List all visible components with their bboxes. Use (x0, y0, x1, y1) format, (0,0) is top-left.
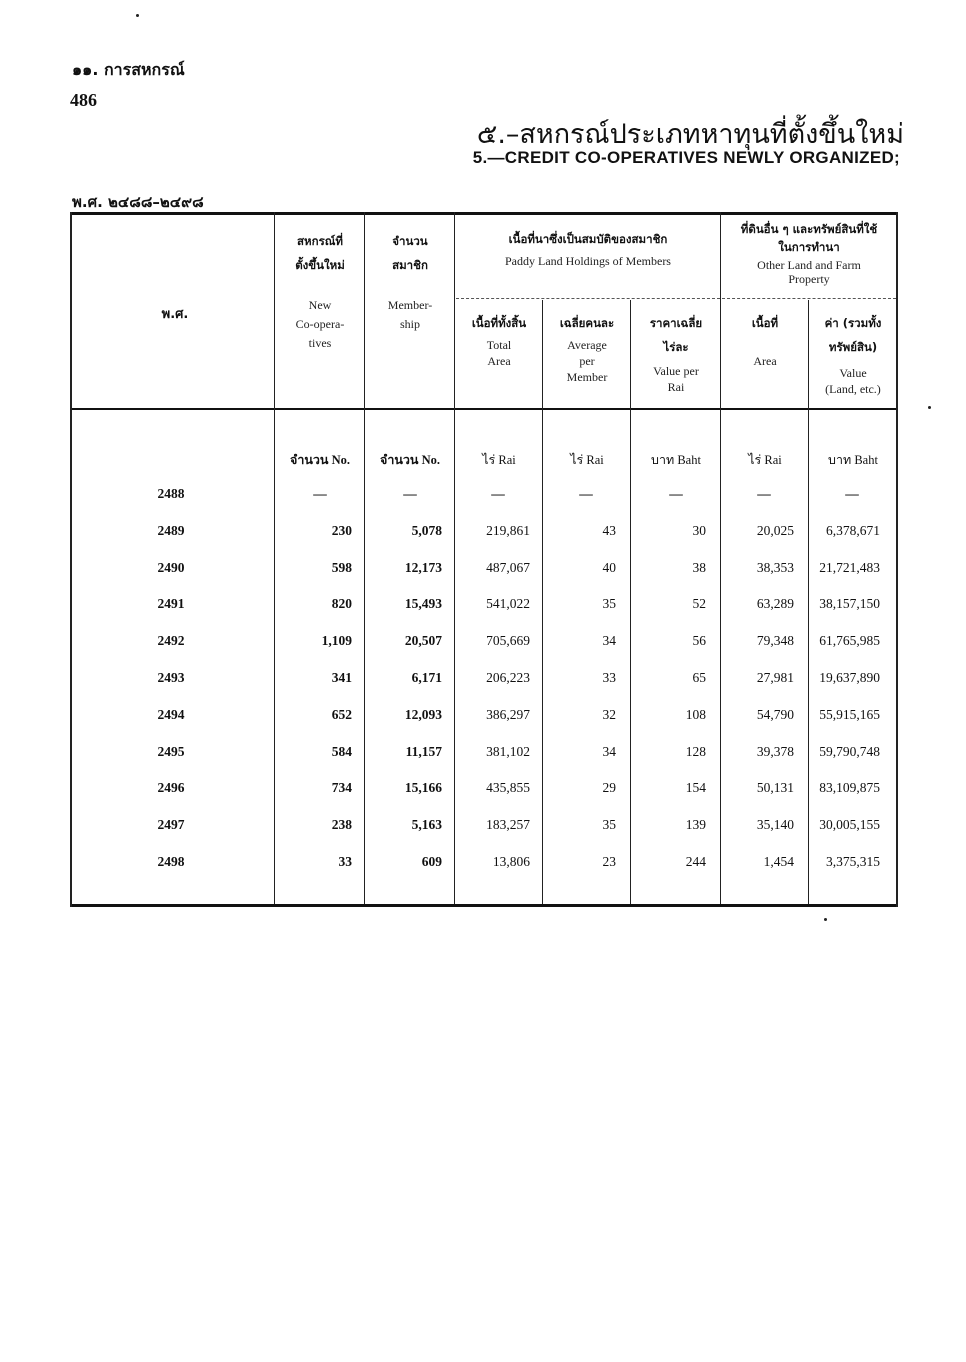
other-area-cell: 38,353 (756, 559, 794, 575)
membership-cell: 12,093 (404, 706, 442, 722)
average-cell: 35 (602, 817, 616, 833)
new-coops-cell: 584 (331, 743, 352, 759)
year-cell: 2489 (157, 522, 185, 538)
other-area-cell: 54,790 (756, 706, 794, 722)
other-area-cell: — (757, 486, 771, 501)
value-per-rai-cell: 65 (692, 670, 706, 685)
table-row (70, 596, 898, 620)
average-cell: 35 (602, 596, 616, 612)
other-value-cell: 21,721,483 (819, 559, 880, 575)
new-coops-cell: 820 (331, 596, 352, 612)
speck-mark (928, 406, 931, 409)
total-area-cell: 13,806 (492, 854, 530, 869)
total-area-cell: 705,669 (486, 633, 530, 649)
other-value-cell: — (845, 486, 859, 501)
table-row (70, 707, 898, 731)
new-coops-cell: — (313, 486, 327, 501)
other-value-cell: 19,637,890 (819, 670, 880, 685)
table-row (70, 817, 898, 841)
value-per-rai-cell: 30 (692, 522, 706, 538)
other-group-divider (722, 298, 896, 299)
year-range: พ.ศ. ๒๔๘๘–๒๔๙๘ (72, 193, 204, 211)
other-value-header: ค่า (รวมทั้ง ทรัพย์สิน) Value (Land, etc.) (824, 316, 882, 396)
value-per-rai-cell: 108 (685, 706, 706, 722)
year-cell: 2495 (157, 743, 185, 759)
table-row (70, 523, 898, 547)
year-cell: 2492 (157, 633, 185, 649)
membership-header: จำนวน สมาชิก Member- ship (387, 234, 433, 331)
total-area-cell: 541,022 (486, 596, 530, 612)
value-per-rai-header: ราคาเฉลี่ย ไร่ละ Value per Rai (649, 316, 703, 394)
membership-cell: 20,507 (404, 633, 442, 649)
average-per-member-header: เฉลี่ยคนละ Average per Member (559, 316, 615, 384)
other-value-cell: 83,109,875 (819, 780, 880, 796)
speck-mark (136, 14, 139, 17)
year-cell: 2490 (157, 559, 185, 575)
total-area-cell: 386,297 (486, 706, 530, 722)
membership-cell: 609 (421, 854, 442, 869)
other-value-cell: 38,157,150 (819, 596, 880, 612)
table-row (70, 854, 898, 878)
unit-label: จำนวน No. (290, 453, 350, 467)
section-label: ๑๑. การสหกรณ์ (72, 60, 185, 79)
other-value-cell: 3,375,315 (826, 854, 880, 869)
average-cell: 34 (602, 633, 616, 649)
total-area-cell: 219,861 (486, 522, 530, 538)
total-area-cell: 435,855 (486, 780, 530, 796)
new-coops-cell: 341 (331, 670, 352, 685)
average-cell: 43 (602, 522, 616, 538)
average-cell: 23 (602, 854, 616, 869)
other-area-cell: 1,454 (763, 854, 794, 869)
new-coops-cell: 1,109 (321, 633, 352, 649)
average-cell: 34 (602, 743, 616, 759)
page-title-english: 5.—CREDIT CO-OPERATIVES NEWLY ORGANIZED; (472, 148, 900, 167)
new-coops-cell: 33 (338, 854, 352, 869)
other-value-cell: 6,378,671 (826, 522, 880, 538)
year-cell: 2494 (157, 706, 185, 722)
other-area-cell: 20,025 (756, 522, 794, 538)
membership-cell: — (403, 486, 417, 501)
membership-cell: 15,166 (404, 780, 442, 796)
other-area-cell: 50,131 (756, 780, 794, 796)
table-row (70, 744, 898, 768)
value-per-rai-cell: 56 (692, 633, 706, 649)
other-area-cell: 39,378 (756, 743, 794, 759)
new-coops-cell: 652 (331, 706, 352, 722)
statistics-table (70, 212, 898, 908)
total-area-cell: 381,102 (486, 743, 530, 759)
table-row (70, 780, 898, 804)
membership-cell: 15,493 (404, 596, 442, 612)
new-coops-cell: 238 (331, 817, 352, 833)
other-value-cell: 55,915,165 (819, 706, 880, 722)
total-area-header: เนื้อที่ทั้งสิ้น Total Area (471, 316, 527, 368)
other-land-group-header: ที่ดินอื่น ๆ และทรัพย์สินที่ใช้ ในการทำนา Other Land and Farm Property (740, 222, 878, 286)
new-coops-cell: 230 (331, 522, 352, 538)
year-cell: 2498 (157, 854, 185, 869)
unit-label: บาท Baht (828, 453, 878, 467)
other-area-header: เนื้อที่ Area (751, 316, 779, 368)
total-area-cell: 206,223 (486, 670, 530, 685)
other-value-cell: 30,005,155 (819, 817, 880, 833)
value-per-rai-cell: 244 (685, 854, 706, 869)
value-per-rai-cell: 128 (685, 743, 706, 759)
value-per-rai-cell: 139 (685, 817, 706, 833)
membership-cell: 5,078 (411, 522, 442, 538)
table-row (70, 560, 898, 584)
other-area-cell: 63,289 (756, 596, 794, 612)
year-cell: 2496 (157, 780, 185, 796)
total-area-cell: — (491, 486, 505, 501)
page-number: 486 (70, 90, 97, 110)
speck-mark (824, 918, 827, 921)
table-row (70, 633, 898, 657)
value-per-rai-cell: — (669, 486, 683, 501)
total-area-cell: 183,257 (486, 817, 530, 833)
table-top-rule (70, 212, 898, 215)
unit-label: ไร่ Rai (570, 453, 604, 467)
average-cell: 33 (602, 670, 616, 685)
year-column-header: พ.ศ. (161, 307, 189, 322)
table-row (70, 486, 898, 510)
year-cell: 2488 (157, 486, 185, 501)
table-bottom-rule (70, 904, 898, 907)
new-coops-header: สหกรณ์ที่ ตั้งขึ้นใหม่ New Co-opera- tives (295, 234, 345, 350)
other-value-cell: 61,765,985 (819, 633, 880, 649)
table-row (70, 670, 898, 694)
unit-label: ไร่ Rai (482, 453, 516, 467)
year-cell: 2493 (157, 670, 185, 685)
average-cell: 40 (602, 559, 616, 575)
value-per-rai-cell: 154 (685, 780, 706, 796)
value-per-rai-cell: 52 (692, 596, 706, 612)
other-area-cell: 35,140 (756, 817, 794, 833)
membership-cell: 6,171 (411, 670, 442, 685)
paddy-land-group-header: เนื้อที่นาซึ่งเป็นสมบัติของสมาชิก Paddy Land Holdings of Members (505, 232, 671, 268)
membership-cell: 11,157 (405, 743, 442, 759)
other-value-cell: 59,790,748 (819, 743, 880, 759)
unit-label: บาท Baht (651, 453, 701, 467)
unit-label: ไร่ Rai (748, 453, 782, 467)
other-area-cell: 27,981 (756, 670, 794, 685)
year-cell: 2491 (157, 596, 185, 612)
year-cell: 2497 (157, 817, 185, 833)
value-per-rai-cell: 38 (692, 559, 706, 575)
average-cell: 29 (602, 780, 616, 796)
average-cell: 32 (602, 706, 616, 722)
unit-label: จำนวน No. (380, 453, 440, 467)
total-area-cell: 487,067 (486, 559, 530, 575)
new-coops-cell: 598 (331, 559, 352, 575)
page-title-thai: ๕.–สหกรณ์ประเภทหาทุนที่ตั้งขึ้นใหม่ (476, 119, 904, 150)
average-cell: — (579, 486, 593, 501)
new-coops-cell: 734 (331, 780, 352, 796)
membership-cell: 5,163 (411, 817, 442, 833)
header-bottom-rule (70, 408, 898, 410)
membership-cell: 12,173 (404, 559, 442, 575)
other-area-cell: 79,348 (756, 633, 794, 649)
paddy-group-divider (456, 298, 720, 299)
